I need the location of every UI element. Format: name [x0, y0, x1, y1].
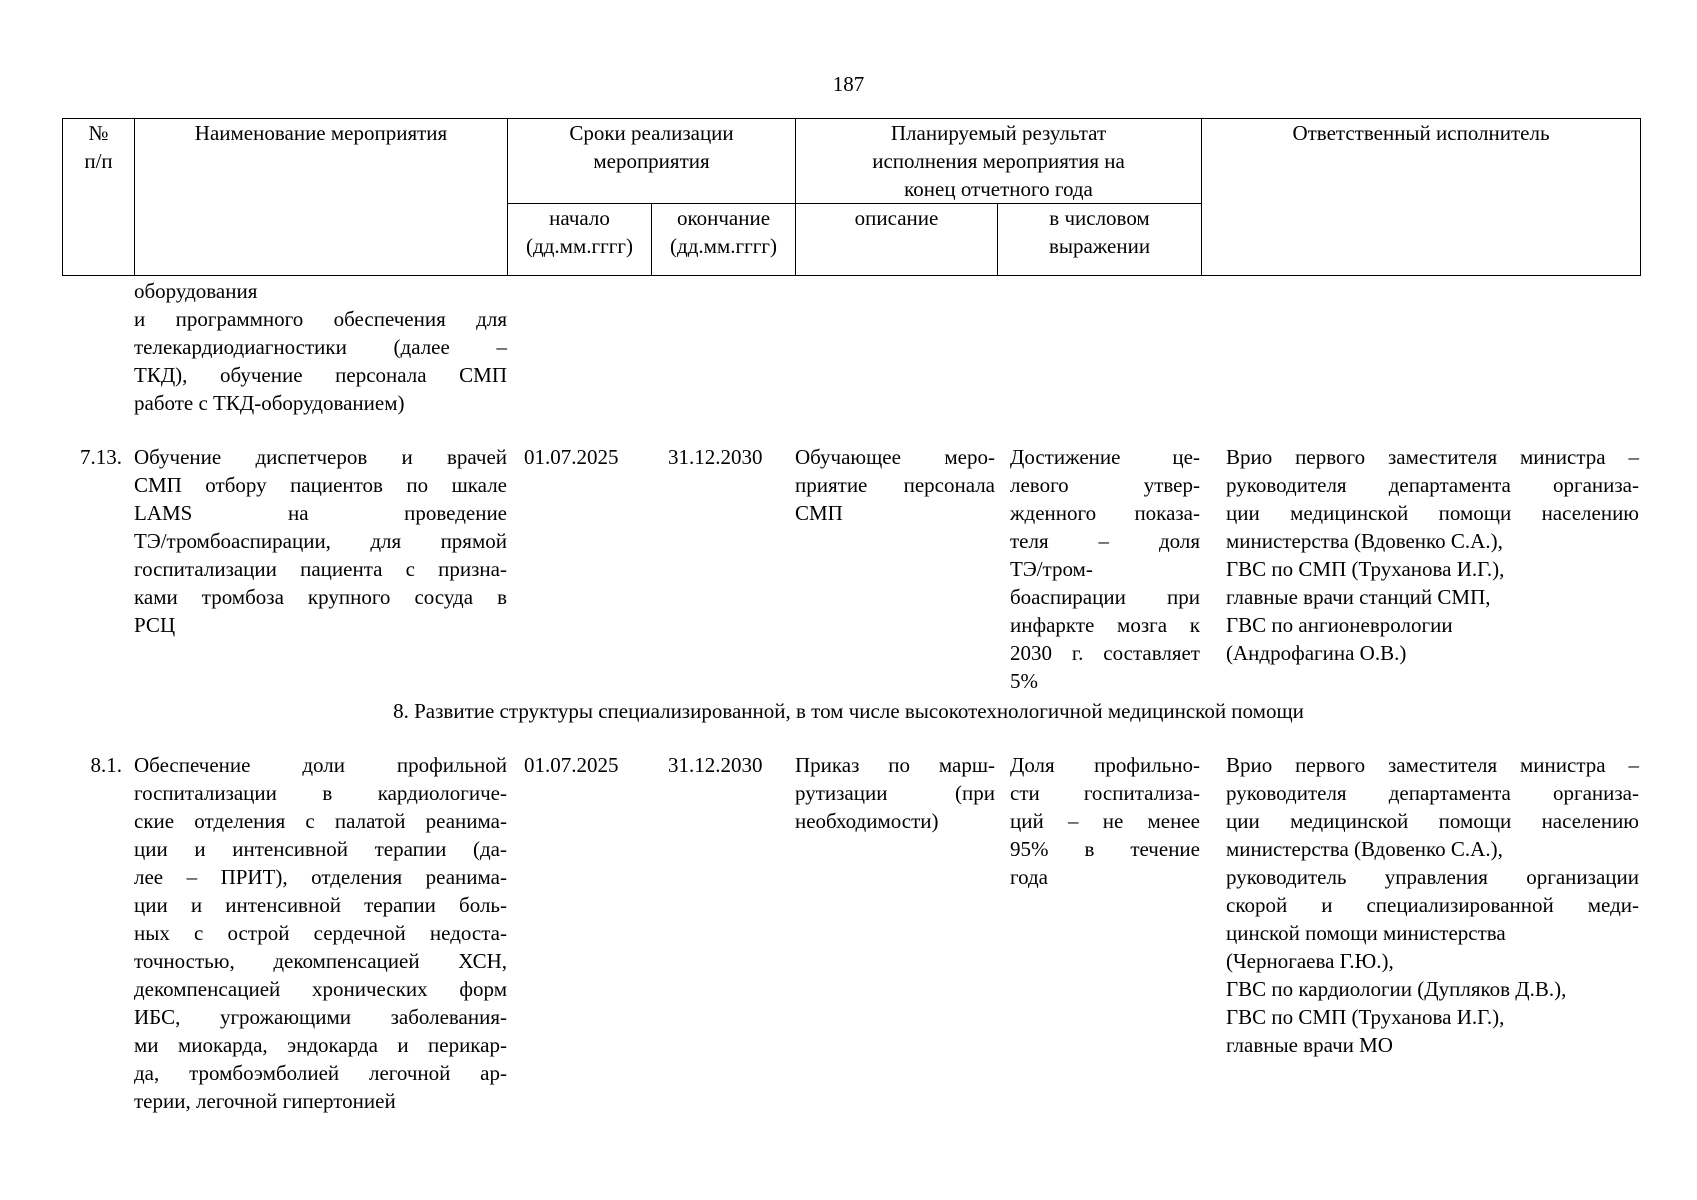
start-date: 01.07.2025 [524, 445, 619, 469]
event-name: Обучение диспетчеров и врачей СМП отбору пациентов по шкале LAMS на проведение ТЭ/тромбоаспирации, для прямой госпитализации пациента с призна- ками тромбоза крупного сосуда в РСЦ [134, 445, 507, 637]
end-date: 31.12.2030 [668, 445, 763, 469]
header-number: № п/п [63, 119, 135, 276]
section-title: 8. Развитие структуры специализированной, в том числе высокотехнологичной медицинской помощи [393, 699, 1304, 723]
header-end: окончание (дд.мм.гггг) [652, 204, 796, 276]
result-numeric: Доля профильно- сти госпитализа- ций – не менее 95% в течение года [1010, 753, 1200, 889]
result-description: Обучающее меро- приятие персонала СМП [795, 445, 995, 525]
responsible: Врио первого заместителя министра – руководителя департамента организа- ции медицинской помощи населению министерства (Вдовенко С.А.), руководитель управления организации скорой и специализированной меди- цинской помощи министерства (Черногаева Г.Ю.), ГВС по кардиологии (Дупляков Д.В.), ГВС по СМП (Труханова И.Г.), главные врачи МО [1226, 753, 1639, 1057]
header-responsible: Ответственный исполнитель [1202, 119, 1641, 276]
header-numeric: в числовом выражении [998, 204, 1202, 276]
row-number: 8.1. [90, 753, 122, 777]
start-date: 01.07.2025 [524, 753, 619, 777]
continuation-text: оборудования и программного обеспечения для телекардиодиагностики (далее – ТКД), обучение персонала СМП работе с ТКД-оборудованием) [134, 279, 507, 415]
page-number: 187 [832, 72, 865, 96]
end-date: 31.12.2030 [668, 753, 763, 777]
header-event-name: Наименование мероприятия [135, 119, 508, 276]
header-start: начало (дд.мм.гггг) [508, 204, 652, 276]
row-number: 7.13. [80, 445, 122, 469]
header-terms: Сроки реализации мероприятия [508, 119, 796, 204]
header-description: описание [796, 204, 998, 276]
table-header [62, 118, 1641, 276]
event-name: Обеспечение доли профильной госпитализации в кардиологиче- ские отделения с палатой реанима- ции и интенсивной терапии (да- лее – ПРИТ), отделения реанима- ции и интенсивной терапии боль- ных с острой сердечной недоста- точностью, декомпенсацией ХСН, декомпенсацией хронических форм ИБС, угрожающими заболевания- ми миокарда, эндокарда и перикар- да, тромбоэмболией легочной ар- терии, легочной гипертонией [134, 753, 507, 1113]
responsible: Врио первого заместителя министра – руководителя департамента организа- ции медицинской помощи населению министерства (Вдовенко С.А.), ГВС по СМП (Труханова И.Г.), главные врачи станций СМП, ГВС по ангионеврологии (Андрофагина О.В.) [1226, 445, 1639, 665]
result-description: Приказ по марш- рутизации (при необходимости) [795, 753, 995, 833]
result-numeric: Достижение це- левого утвер- жденного показа- теля – доля ТЭ/тром- боаспирации при инфаркте мозга к 2030 г. составляет 5% [1010, 445, 1200, 693]
header-planned-result: Планируемый результат исполнения мероприятия на конец отчетного года [796, 119, 1202, 204]
